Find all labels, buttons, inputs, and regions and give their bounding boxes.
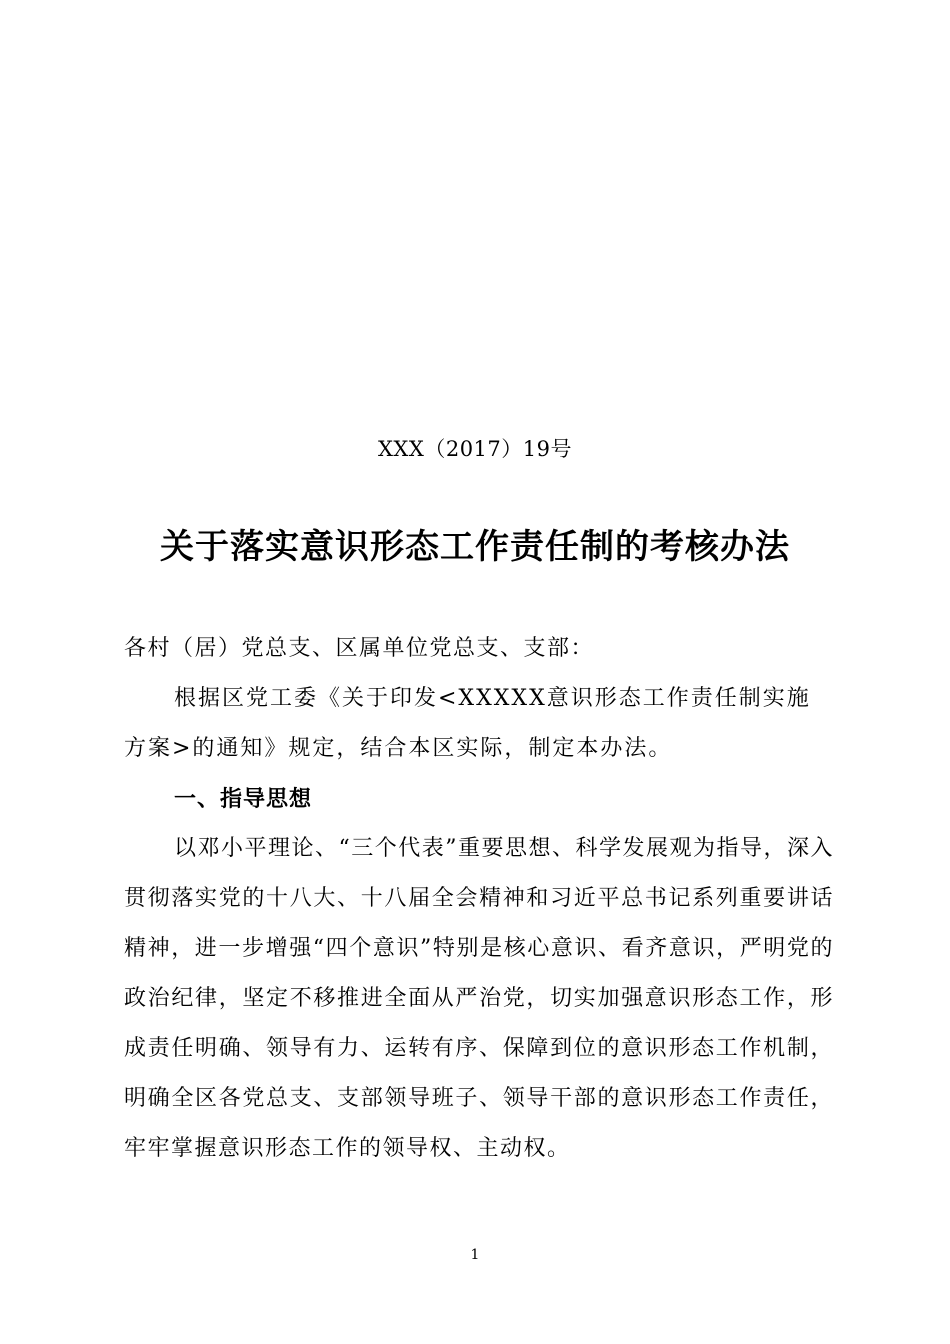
basis-paragraph: 根据区党工委《关于印发<XXXXX意识形态工作责任制实施方案>的通知》规定，结合本区实际，制定本办法。 [124,686,811,761]
addressee-line: 各村（居）党总支、区属单位党总支、支部： [124,636,595,661]
page-number: 1 [470,1247,480,1263]
document-title: 关于落实意识形态工作责任制的考核办法 [160,527,790,567]
document-number: XXX（2017）19号 [377,437,572,461]
section-heading-guiding-ideology: 一、指导思想 [174,786,313,812]
guiding-ideology-paragraph: 以邓小平理论、“三个代表”重要思想、科学发展观为指导，深入贯彻落实党的十八大、十八届全会精神和习近平总书记系列重要讲话精神，进一步增强“四个意识”特别是核心意识、看齐意识，严明党的政治纪律，坚定不移推进全面从严治党，切实加强意识形态工作，形成责任明确、领导有力、运转有序、保障到位的意识形态工作机制，明确全区各党总支、支部领导班子、领导干部的意识形态工作责任，牢牢掌握意识形态工作的领导权、主动权。 [124,836,834,1161]
